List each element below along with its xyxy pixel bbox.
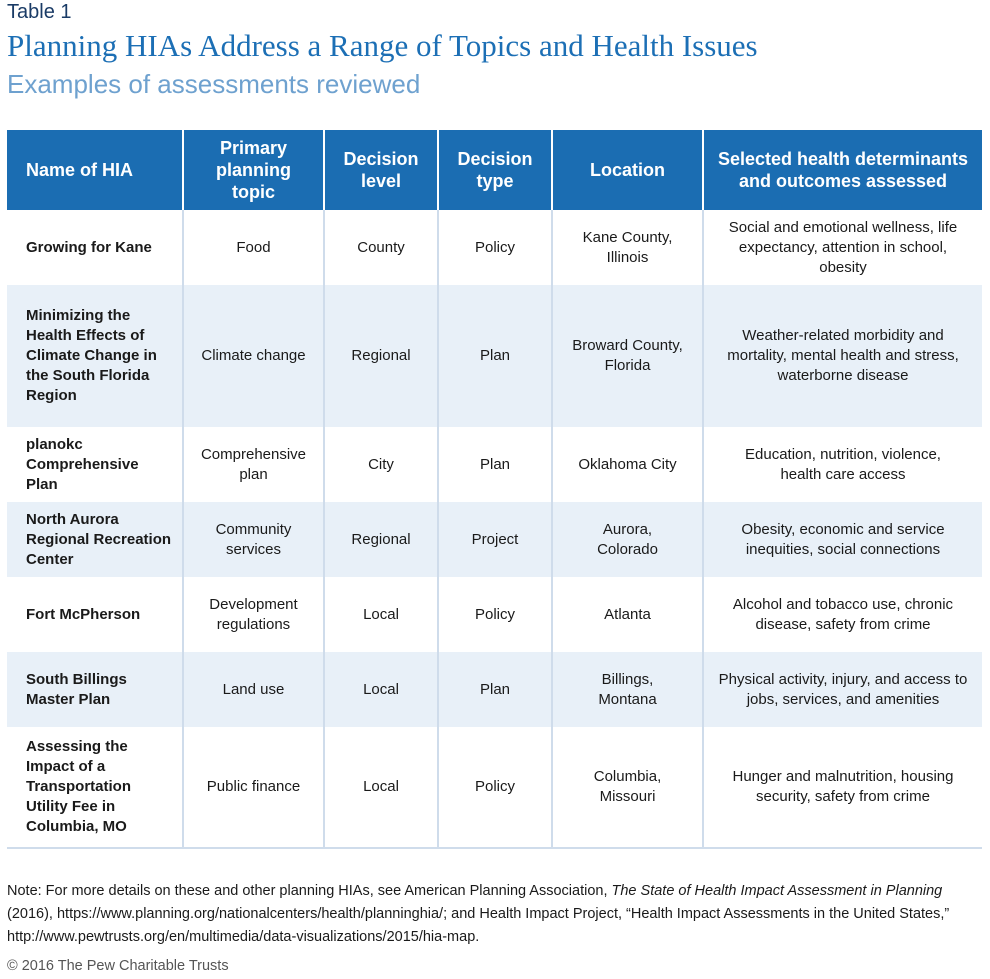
cell-outcomes: Education, nutrition, violence, health care access	[703, 427, 982, 502]
table-row	[7, 427, 982, 502]
hia-table	[7, 130, 982, 849]
cell-level: County	[324, 210, 438, 285]
cell-type: Plan	[438, 652, 552, 727]
note-prefix: Note: For more details on these and other planning HIAs, see American Planning Association,	[7, 883, 612, 899]
cell-outcomes: Social and emotional wellness, life expectancy, attention in school, obesity	[703, 210, 982, 285]
cell-type: Policy	[438, 577, 552, 652]
cell-name: South Billings Master Plan	[7, 652, 183, 727]
note-suffix: (2016), https://www.planning.org/nationalcenters/health/planninghia/; and Health Impact Project, “Health Impact Assessments in the United States,” http://www.pewtrusts.org/en/multimedia/data-visualizations/2015/hia-map.	[7, 906, 950, 945]
cell-location: Broward County, Florida	[552, 285, 703, 427]
column-header-type: Decision type	[438, 130, 552, 210]
cell-outcomes: Alcohol and tobacco use, chronic disease, safety from crime	[703, 577, 982, 652]
cell-level: City	[324, 427, 438, 502]
column-header-level: Decision level	[324, 130, 438, 210]
cell-topic: Climate change	[183, 285, 324, 427]
cell-type: Plan	[438, 285, 552, 427]
cell-topic: Public finance	[183, 727, 324, 848]
cell-topic: Comprehensive plan	[183, 427, 324, 502]
cell-type: Policy	[438, 210, 552, 285]
cell-level: Regional	[324, 285, 438, 427]
table-header-row	[7, 130, 982, 210]
cell-location: Atlanta	[552, 577, 703, 652]
cell-topic: Land use	[183, 652, 324, 727]
table-row	[7, 285, 982, 427]
cell-topic: Food	[183, 210, 324, 285]
cell-level: Local	[324, 727, 438, 848]
cell-outcomes: Weather-related morbidity and mortality, mental health and stress, waterborne disease	[703, 285, 982, 427]
table-row	[7, 727, 982, 848]
page-title: Planning HIAs Address a Range of Topics and Health Issues	[7, 28, 758, 63]
cell-location: Kane County, Illinois	[552, 210, 703, 285]
column-header-location: Location	[552, 130, 703, 210]
cell-name: planokc Comprehensive Plan	[7, 427, 183, 502]
cell-level: Regional	[324, 502, 438, 577]
cell-level: Local	[324, 652, 438, 727]
cell-name: Growing for Kane	[7, 210, 183, 285]
cell-type: Plan	[438, 427, 552, 502]
page-subtitle: Examples of assessments reviewed	[7, 69, 421, 99]
cell-level: Local	[324, 577, 438, 652]
column-header-name: Name of HIA	[7, 130, 183, 210]
cell-name: Minimizing the Health Effects of Climate Change in the South Florida Region	[7, 285, 183, 427]
cell-name: North Aurora Regional Recreation Center	[7, 502, 183, 577]
table-label: Table 1	[7, 1, 72, 23]
copyright: © 2016 The Pew Charitable Trusts	[7, 958, 229, 974]
column-header-topic: Primary planning topic	[183, 130, 324, 210]
cell-topic: Community services	[183, 502, 324, 577]
table-note	[7, 880, 977, 949]
cell-type: Policy	[438, 727, 552, 848]
cell-location: Billings, Montana	[552, 652, 703, 727]
cell-outcomes: Obesity, economic and service inequities, social connections	[703, 502, 982, 577]
cell-type: Project	[438, 502, 552, 577]
cell-location: Aurora, Colorado	[552, 502, 703, 577]
cell-location: Oklahoma City	[552, 427, 703, 502]
table-row	[7, 210, 982, 285]
cell-outcomes: Physical activity, injury, and access to jobs, services, and amenities	[703, 652, 982, 727]
cell-topic: Development regulations	[183, 577, 324, 652]
table-row	[7, 652, 982, 727]
cell-outcomes: Hunger and malnutrition, housing security, safety from crime	[703, 727, 982, 848]
cell-name: Fort McPherson	[7, 577, 183, 652]
cell-name: Assessing the Impact of a Transportation Utility Fee in Columbia, MO	[7, 727, 183, 848]
column-header-outcomes: Selected health determinants and outcomes assessed	[703, 130, 982, 210]
table-row	[7, 502, 982, 577]
cell-location: Columbia, Missouri	[552, 727, 703, 848]
table-row	[7, 577, 982, 652]
note-publication-title: The State of Health Impact Assessment in Planning	[611, 883, 943, 899]
